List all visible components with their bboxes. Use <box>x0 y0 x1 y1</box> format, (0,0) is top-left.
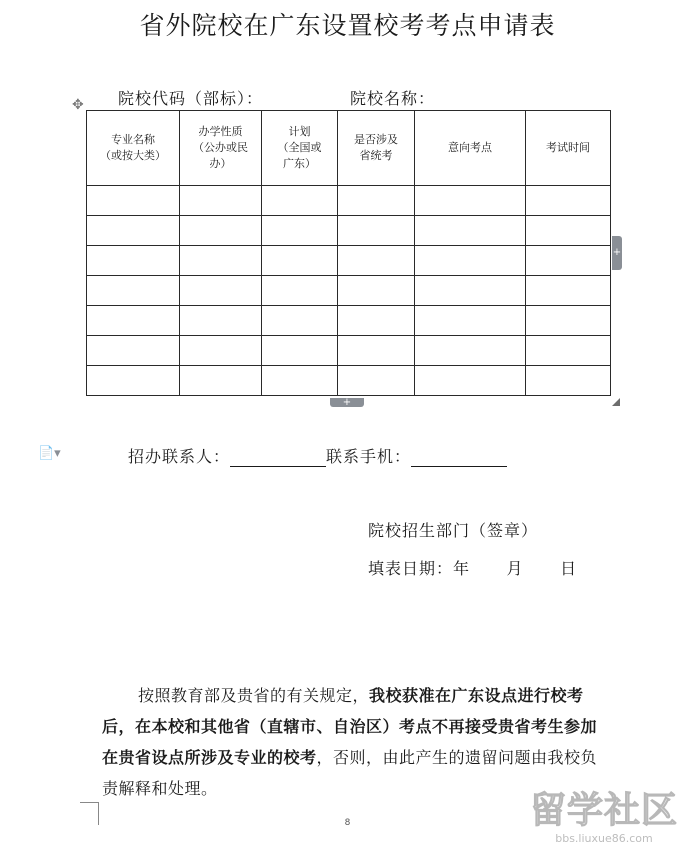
statement-part3: ，否则，由此产生的遗留问题由我校负责解释和处理。 <box>102 748 598 798</box>
table-header-cell[interactable]: 专业名称 （或按大类） <box>87 111 180 186</box>
table-cell[interactable] <box>526 246 611 276</box>
statement-part1: 按照教育部及贵省的有关规定， <box>138 686 370 705</box>
table-cell[interactable] <box>415 366 526 396</box>
table-cell[interactable] <box>526 366 611 396</box>
table-header-cell[interactable]: 计划 （全国或 广东） <box>262 111 338 186</box>
table-header-cell[interactable]: 是否涉及 省统考 <box>338 111 415 186</box>
date-year: 年 <box>453 559 471 578</box>
add-column-button[interactable]: + <box>612 236 622 270</box>
table-cell[interactable] <box>338 306 415 336</box>
table-cell[interactable] <box>262 336 338 366</box>
table-cell[interactable] <box>262 306 338 336</box>
contact-person-label: 招办联系人： <box>128 447 231 466</box>
table-cell[interactable] <box>526 306 611 336</box>
document-title: 省外院校在广东设置校考考点申请表 <box>139 11 556 40</box>
page-number: 8 <box>344 818 351 828</box>
table-cell[interactable] <box>526 216 611 246</box>
add-row-button[interactable]: + <box>330 398 364 407</box>
watermark-url: bbs.liuxue86.com <box>555 832 653 845</box>
table-header-cell[interactable]: 办学性质 （公办或民 办） <box>180 111 262 186</box>
statement-part2: 我校获准在广东设点进行校考后，在本校和其他省（直辖市、自治区）考点不再接受贵省考生参加在贵省设点所涉及专业的校考 <box>102 686 598 767</box>
table-cell[interactable] <box>415 276 526 306</box>
stamp-label: 院校招生部门（签章） <box>368 521 539 540</box>
table-cell[interactable] <box>338 186 415 216</box>
watermark-logo <box>519 790 689 852</box>
contact-person-row <box>128 444 507 467</box>
table-header-row <box>87 111 611 186</box>
school-code-label: 院校代码（部标）： <box>118 89 264 108</box>
table-cell[interactable] <box>180 336 262 366</box>
table-cell[interactable] <box>87 306 180 336</box>
table-cell[interactable] <box>526 336 611 366</box>
table-cell[interactable] <box>87 186 180 216</box>
table-cell[interactable] <box>87 336 180 366</box>
date-line <box>368 556 577 579</box>
table-cell[interactable] <box>338 276 415 306</box>
table-row <box>87 246 611 276</box>
move-icon[interactable]: ✥ <box>72 97 84 113</box>
date-day: 日 <box>560 559 578 578</box>
table-cell[interactable] <box>415 306 526 336</box>
table-body <box>87 186 611 396</box>
table-cell[interactable] <box>415 216 526 246</box>
table-cell[interactable] <box>262 216 338 246</box>
table-row <box>87 216 611 246</box>
table-cell[interactable] <box>262 246 338 276</box>
table-resize-handle[interactable] <box>612 398 620 406</box>
table-cell[interactable] <box>87 366 180 396</box>
contact-phone-blank[interactable] <box>411 448 507 467</box>
table-cell[interactable] <box>338 216 415 246</box>
table-header-cell[interactable]: 考试时间 <box>526 111 611 186</box>
table-header-cell[interactable]: 意向考点 <box>415 111 526 186</box>
table-row <box>87 276 611 306</box>
contact-phone-label: 联系手机： <box>326 447 412 466</box>
table-cell[interactable] <box>180 216 262 246</box>
table-row <box>87 366 611 396</box>
table-cell[interactable] <box>180 186 262 216</box>
table-cell[interactable] <box>180 366 262 396</box>
table-cell[interactable] <box>180 276 262 306</box>
table-cell[interactable] <box>180 306 262 336</box>
table-cell[interactable] <box>415 246 526 276</box>
table-cell[interactable] <box>338 366 415 396</box>
watermark-text: 留学社区 <box>529 790 678 831</box>
document-icon[interactable]: 📄▾ <box>38 446 61 461</box>
table-cell[interactable] <box>338 336 415 366</box>
table-cell[interactable] <box>526 276 611 306</box>
table-cell[interactable] <box>180 246 262 276</box>
date-month: 月 <box>506 559 524 578</box>
school-name-label: 院校名称： <box>350 89 436 108</box>
table-cell[interactable] <box>262 366 338 396</box>
application-table <box>86 110 611 396</box>
table-row <box>87 186 611 216</box>
table-row <box>87 306 611 336</box>
table-cell[interactable] <box>526 186 611 216</box>
table-cell[interactable] <box>262 276 338 306</box>
table-cell[interactable] <box>87 246 180 276</box>
table-cell[interactable] <box>338 246 415 276</box>
table-cell[interactable] <box>87 276 180 306</box>
table-cell[interactable] <box>415 186 526 216</box>
table-cell[interactable] <box>262 186 338 216</box>
contact-person-blank[interactable] <box>230 448 326 467</box>
table-cell[interactable] <box>87 216 180 246</box>
date-label: 填表日期： <box>368 559 454 578</box>
table-cell[interactable] <box>415 336 526 366</box>
statement-paragraph <box>102 680 602 804</box>
table-row <box>87 336 611 366</box>
